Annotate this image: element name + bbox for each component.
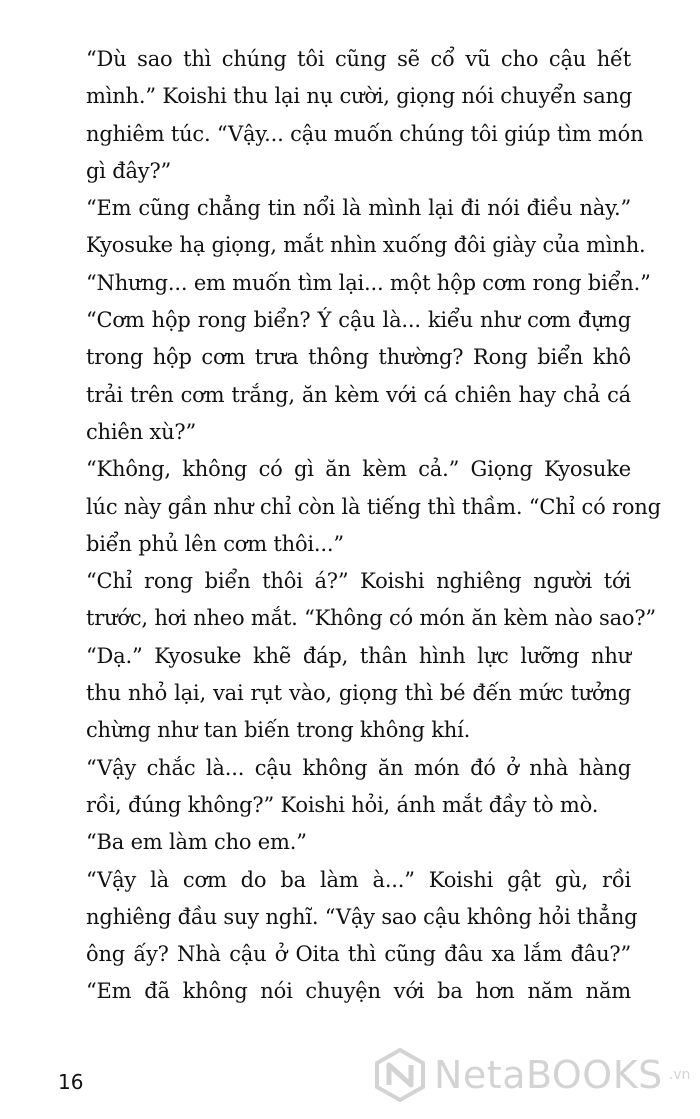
- text-line: Kyosuke hạ giọng, mắt nhìn xuống đôi giày của mình.: [86, 233, 646, 258]
- text-line: “Em đã không nói chuyện với ba hơn năm năm: [86, 979, 631, 1004]
- paragraph: [86, 638, 631, 750]
- watermark: [372, 1046, 700, 1104]
- text-line: chừng như tan biến trong không khí.: [86, 718, 471, 743]
- paragraph: [86, 973, 631, 1010]
- text-line: chiên xù?”: [86, 419, 196, 444]
- text-line: mình.” Koishi thu lại nụ cười, giọng nói chuyển sang: [86, 84, 633, 109]
- netabooks-logo-icon: [372, 1047, 428, 1103]
- paragraph: [86, 824, 631, 861]
- text-line: “Vậy là cơm do ba làm à...” Koishi gật gù, rồi: [86, 867, 631, 892]
- text-line: “Vậy chắc là... cậu không ăn món đó ở nhà hàng: [86, 755, 631, 780]
- text-line: trước, hơi nheo mắt. “Không có món ăn kèm nào sao?”: [86, 606, 656, 631]
- paragraph: [86, 750, 631, 825]
- paragraph: [86, 190, 651, 302]
- text-line: “Dạ.” Kyosuke khẽ đáp, thân hình lực lưỡng như: [86, 643, 631, 668]
- paragraph: [86, 302, 631, 451]
- text-line: nghiêng đầu suy nghĩ. “Vậy sao cậu không hỏi thẳng: [86, 904, 638, 929]
- text-line: lúc này gần như chỉ còn là tiếng thì thầm. “Chỉ có rong: [86, 494, 661, 519]
- paragraph: [86, 862, 638, 974]
- text-line: “Không, không có gì ăn kèm cả.” Giọng Kyosuke: [86, 457, 631, 482]
- watermark-suffix: .vn: [668, 1067, 691, 1083]
- paragraph: [86, 451, 661, 563]
- text-line: “Nhưng... em muốn tìm lại... một hộp cơm rong biển.”: [86, 270, 651, 295]
- text-line: thu nhỏ lại, vai rụt vào, giọng thì bé đến mức tưởng: [86, 681, 631, 706]
- text-line: biển phủ lên cơm thôi...”: [86, 531, 344, 556]
- text-line: “Ba em làm cho em.”: [86, 830, 307, 855]
- text-line: trong hộp cơm trưa thông thường? Rong biển khô: [86, 345, 631, 370]
- text-line: ông ấy? Nhà cậu ở Oita thì cũng đâu xa lắm đâu?”: [86, 942, 631, 967]
- text-line: trải trên cơm trắng, ăn kèm với cá chiên hay chả cá: [86, 382, 631, 407]
- text-line: “Chỉ rong biển thôi á?” Koishi nghiêng người tới: [86, 569, 631, 594]
- text-line: “Em cũng chẳng tin nổi là mình lại đi nói điều này.”: [86, 196, 631, 221]
- text-line: rồi, đúng không?” Koishi hỏi, ánh mắt đầy tò mò.: [86, 792, 599, 817]
- text-line: nghiêm túc. “Vậy... cậu muốn chúng tôi giúp tìm món: [86, 121, 644, 146]
- body-text: [86, 41, 661, 1011]
- text-line: gì đây?”: [86, 158, 172, 183]
- text-line: “Dù sao thì chúng tôi cũng sẽ cổ vũ cho cậu hết: [86, 47, 631, 71]
- paragraph: [86, 41, 644, 190]
- watermark-text: NetaBOOKS: [434, 1053, 663, 1097]
- paragraph: [86, 563, 656, 638]
- page-number: 16: [58, 1070, 84, 1094]
- text-line: “Cơm hộp rong biển? Ý cậu là... kiểu như cơm đựng: [86, 308, 631, 333]
